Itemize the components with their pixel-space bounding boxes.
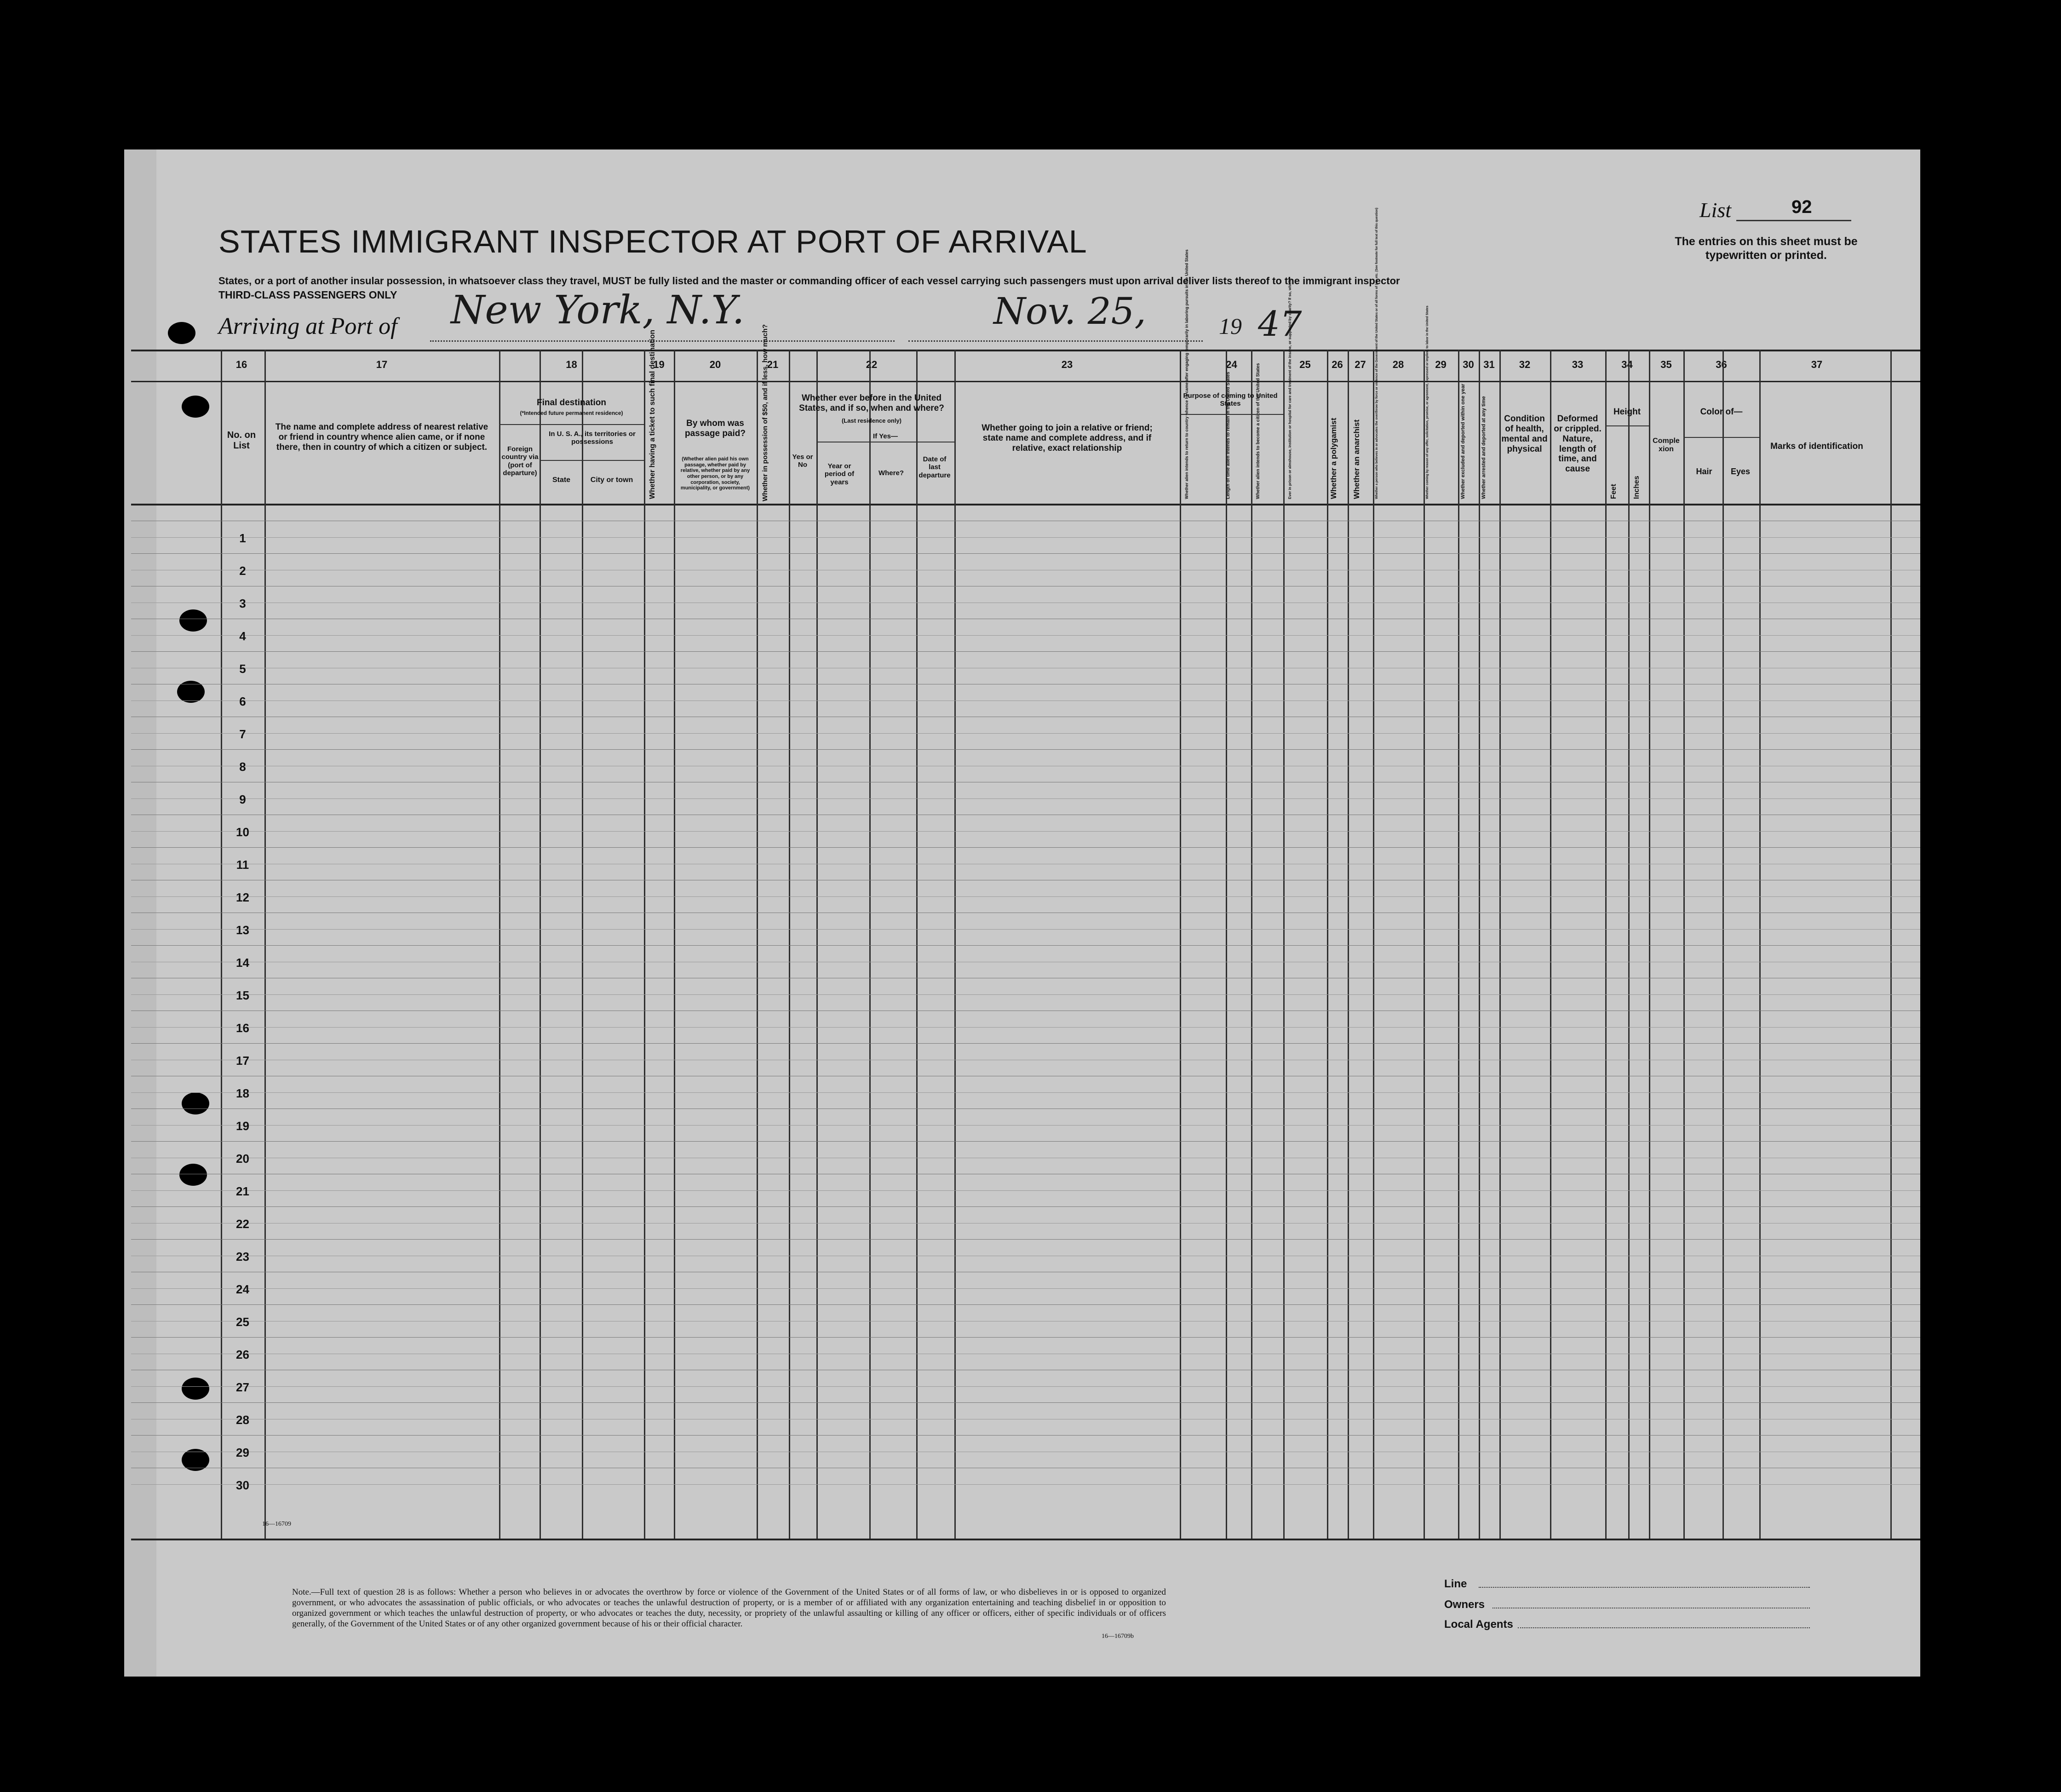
row-number: 16 — [236, 1021, 249, 1035]
row-number: 4 — [239, 629, 246, 643]
row-number: 19 — [236, 1119, 249, 1133]
hdr-ticket: Whether having a ticket to such final destination — [649, 329, 656, 499]
row-rule — [131, 1304, 1920, 1305]
footer-code: 16—16709b — [1102, 1633, 1134, 1640]
row-number: 11 — [236, 858, 249, 872]
row-rule — [131, 1435, 1920, 1436]
arrival-date: Nov. 25, — [993, 290, 1146, 333]
year-hand: 47 — [1258, 304, 1302, 344]
punch-hole — [168, 322, 195, 344]
column-rule — [1458, 350, 1459, 1539]
column-rule — [916, 350, 918, 1539]
hdr-arrested: Whether arrested and deported at any time — [1481, 396, 1487, 499]
class-note: THIRD-CLASS PASSENGERS ONLY — [218, 289, 397, 301]
row-rule — [131, 1206, 1920, 1207]
rule — [499, 424, 644, 425]
column-rule — [264, 350, 266, 1539]
row-rule — [131, 1043, 1920, 1044]
col-34-number: 34 — [1621, 359, 1633, 370]
hdr-overthrow: Whether a person who believes in or advocates the overthrow by force or violence of the Government of the United States or of all forms of law, etc. (See footnote for full text of this question) — [1375, 207, 1378, 499]
row-rule — [131, 1027, 1920, 1028]
row-number: 18 — [236, 1086, 249, 1100]
hdr-purpose-b: Length of time alien intends to remain in the United States — [1226, 372, 1231, 499]
punch-hole — [182, 1378, 209, 1400]
owners-label: Owners — [1444, 1598, 1485, 1611]
hdr-inches: Inches — [1633, 476, 1641, 499]
sheet-edge — [124, 149, 156, 1677]
row-number: 10 — [236, 825, 249, 839]
punch-hole — [179, 609, 207, 632]
year-prefix: 19 — [1219, 313, 1242, 339]
row-number: 12 — [236, 890, 249, 904]
row-rule — [131, 1125, 1920, 1126]
column-rule — [582, 350, 583, 1539]
form-title: STATES IMMIGRANT INSPECTOR AT PORT OF ARRIVAL — [218, 224, 1087, 259]
column-rule — [1327, 350, 1328, 1539]
row-number: 27 — [236, 1380, 249, 1394]
col-28-number: 28 — [1392, 359, 1404, 370]
row-rule — [131, 1141, 1920, 1142]
line-field[interactable] — [1479, 1587, 1810, 1588]
port-line — [430, 340, 895, 342]
row-rule — [131, 1402, 1920, 1403]
column-rule — [1550, 350, 1551, 1539]
row-number: 1 — [239, 531, 246, 545]
hdr-polygamist: Whether a polygamist — [1329, 418, 1338, 499]
column-rule — [789, 350, 790, 1539]
hdr-feet: Feet — [1610, 484, 1618, 499]
col-20-number: 20 — [709, 359, 721, 370]
col-32-number: 32 — [1519, 359, 1531, 370]
col-16-number: 16 — [235, 359, 247, 370]
hdr-offer: Whether coming by reason of any offer, solicitation, promise, or agreement, expressed or implied, to labor in the United States — [1426, 305, 1429, 499]
hdr-where: Where? — [878, 469, 904, 477]
row-number: 9 — [239, 793, 246, 806]
row-rule — [131, 537, 1920, 538]
hdr-city: City or town — [590, 476, 633, 484]
hdr-state: State — [552, 476, 571, 484]
rule — [1180, 414, 1283, 415]
rule — [131, 381, 1920, 382]
row-number: 7 — [239, 727, 246, 741]
col-21-number: 21 — [767, 359, 779, 370]
hdr-deformed: Deformed or crippled. Nature, length of time, and cause — [1554, 414, 1602, 474]
row-number: 28 — [236, 1413, 249, 1427]
row-rule — [131, 994, 1920, 995]
hdr-in-usa: In U. S. A., its territories or possessions — [549, 430, 636, 446]
column-rule — [1499, 350, 1501, 1539]
rule — [1683, 437, 1759, 438]
hdr-by-whom: By whom was passage paid? — [685, 419, 746, 438]
row-rule — [131, 847, 1920, 848]
row-rule — [131, 798, 1920, 799]
row-rule — [131, 945, 1920, 946]
row-number: 6 — [239, 695, 246, 708]
column-rule — [1683, 350, 1685, 1539]
col-24-number: 24 — [1226, 359, 1237, 370]
hdr-date-last: Date of last departure — [919, 455, 951, 479]
column-rule — [540, 350, 541, 1539]
row-number: 17 — [236, 1054, 249, 1068]
row-number: 2 — [239, 564, 246, 578]
row-rule — [131, 651, 1920, 652]
hdr-purpose-a: Whether alien intends to return to country whence he came after engaging temporarily in laboring pursuits in the United States — [1184, 249, 1189, 499]
entries-note: The entries on this sheet must be typewritten or printed. — [1675, 235, 1858, 262]
form-subtitle: States, or a port of another insular possession, in whatsoever class they travel, MUST be fully listed and the master or commanding officer of each vessel carrying such passengers must upon arrival deliver lists thereof to the immigrant inspector — [218, 275, 1400, 287]
col-29-number: 29 — [1435, 359, 1447, 370]
hdr-excluded: Whether excluded and deported within one year — [1460, 384, 1466, 499]
footer-note: Note.—Full text of question 28 is as follows: Whether a person who believes in or advocates the overthrow by force or violence of the Government of the United States or of all forms of law, or who disbelieves in or is opposed to organized government, or who advocates the assassination of public officials, or who advocates or teaches the unlawful destruction of property, or is a member of or affiliated with any organization entertaining and teaching disbelief in or opposition to organized government or which teaches the unlawful destruction of property, or who advocates or teaches the duty, necessity, or propriety of the unlawful assaulting or killing of any officer or officers, either of specific individuals or of officers generally, of the Government of the United States or of any other organized government because of his or their official character. — [292, 1587, 1166, 1629]
punch-hole — [182, 396, 209, 418]
row-rule — [131, 1386, 1920, 1387]
rule — [131, 350, 1920, 351]
column-rule — [1479, 350, 1480, 1539]
column-rule — [1759, 350, 1761, 1539]
column-rule — [1226, 350, 1227, 1539]
col-36-number: 36 — [1716, 359, 1727, 370]
column-rule — [869, 350, 871, 1539]
row-number: 24 — [236, 1282, 249, 1296]
hdr-complexion: Complexion — [1653, 437, 1680, 454]
col-37-number: 37 — [1811, 359, 1823, 370]
row-rule — [131, 1484, 1920, 1485]
row-rule — [131, 1239, 1920, 1240]
row-number: 3 — [239, 597, 246, 610]
line-label: Line — [1444, 1578, 1467, 1590]
row-rule — [131, 929, 1920, 930]
row-rule — [131, 831, 1920, 832]
hdr-height: Height — [1613, 407, 1641, 417]
arriving-label: Arriving at Port of — [218, 313, 397, 339]
column-rule — [1251, 350, 1252, 1539]
column-rule — [816, 350, 818, 1539]
row-rule — [131, 553, 1920, 554]
row-number: 30 — [236, 1478, 249, 1492]
column-rule — [954, 350, 956, 1539]
row-rule — [131, 1337, 1920, 1338]
rule — [131, 1539, 1920, 1540]
hdr-last-residence: (Last residence only) — [841, 417, 902, 424]
form-code: 16—16709 — [262, 1521, 291, 1528]
col-18-number: 18 — [566, 359, 577, 370]
row-number: 20 — [236, 1152, 249, 1166]
hdr-join-relative: Whether going to join a relative or friend; state name and complete address, and if relative, exact relationship — [982, 423, 1153, 453]
row-rule — [131, 1190, 1920, 1191]
rule — [1605, 425, 1649, 426]
row-rule — [131, 1288, 1920, 1289]
hdr-no-on-list: No. on List — [227, 430, 256, 451]
column-rule — [674, 350, 675, 1539]
row-number: 29 — [236, 1446, 249, 1459]
form-sheet — [124, 149, 1920, 1677]
col-35-number: 35 — [1660, 359, 1672, 370]
column-rule — [1283, 350, 1285, 1539]
column-rule — [1628, 350, 1630, 1539]
list-line — [1736, 220, 1851, 221]
column-rule — [644, 350, 645, 1539]
col-25-number: 25 — [1299, 359, 1311, 370]
col-27-number: 27 — [1355, 359, 1366, 370]
row-number: 23 — [236, 1250, 249, 1264]
hdr-if-yes: If Yes— — [873, 432, 898, 440]
punch-hole — [179, 1164, 207, 1186]
row-number: 13 — [236, 923, 249, 937]
row-rule — [131, 749, 1920, 750]
column-rule — [221, 350, 222, 1539]
column-rule — [1424, 350, 1425, 1539]
col-19-number: 19 — [653, 359, 665, 370]
hdr-yes-no: Yes or No — [792, 453, 813, 469]
column-rule — [1605, 350, 1607, 1539]
hdr-year-period: Year or period of years — [824, 462, 855, 486]
column-rule — [1348, 350, 1349, 1539]
hdr-anarchist: Whether an anarchist — [1352, 419, 1361, 499]
hdr-by-whom-note: (Whether alien paid his own passage, whether paid by relative, whether paid by any other person, or by any corporation, society, municipality, or government) — [680, 456, 750, 491]
hdr-before-us: Whether ever before in the United States, and if so, when and where? — [799, 393, 944, 413]
col-33-number: 33 — [1572, 359, 1584, 370]
hdr-condition: Condition of health, mental and physical — [1501, 414, 1548, 454]
punch-hole — [182, 1092, 209, 1114]
list-label: List — [1699, 198, 1732, 222]
rule — [131, 504, 1920, 505]
row-rule — [131, 896, 1920, 897]
col-23-number: 23 — [1061, 359, 1073, 370]
row-number: 26 — [236, 1348, 249, 1361]
column-rule — [757, 350, 758, 1539]
col-22-number: 22 — [866, 359, 878, 370]
rule — [540, 460, 644, 461]
hdr-purpose: Purpose of coming to United States — [1183, 392, 1278, 408]
hdr-final-destination: Final destination — [537, 398, 606, 408]
hdr-foreign-country: Foreign country via (port of departure) — [501, 445, 539, 477]
hdr-possession: Whether in possession of $50, and if less, how much? — [761, 324, 769, 501]
hdr-eyes: Eyes — [1730, 467, 1751, 476]
row-number: 5 — [239, 662, 246, 676]
local-agents-field[interactable] — [1518, 1627, 1810, 1628]
row-number: 22 — [236, 1217, 249, 1231]
row-number: 15 — [236, 988, 249, 1002]
row-rule — [131, 1092, 1920, 1093]
local-agents-label: Local Agents — [1444, 1618, 1513, 1631]
date-line — [908, 340, 1203, 342]
hdr-marks: Marks of identification — [1770, 442, 1863, 451]
hdr-color-of: Color of— — [1700, 407, 1743, 417]
column-rule — [499, 350, 500, 1539]
column-rule — [1890, 350, 1892, 1539]
column-rule — [1722, 350, 1724, 1539]
col-26-number: 26 — [1332, 359, 1343, 370]
column-rule — [1180, 350, 1181, 1539]
row-rule — [131, 635, 1920, 636]
arrival-port: New York, N.Y. — [451, 287, 745, 333]
col-30-number: 30 — [1463, 359, 1474, 370]
col-31-number: 31 — [1483, 359, 1495, 370]
row-number: 21 — [236, 1184, 249, 1198]
hdr-hair: Hair — [1696, 467, 1712, 476]
col-17-number: 17 — [376, 359, 388, 370]
hdr-relative: The name and complete address of nearest relative or friend in country whence alien came, or if none there, then in country of which a citizen or subject. — [275, 422, 488, 452]
column-rule — [1649, 350, 1650, 1539]
row-rule — [131, 733, 1920, 734]
list-number: 92 — [1791, 197, 1812, 217]
row-number: 25 — [236, 1315, 249, 1329]
hdr-prison: Ever in prison or almshouse, institution or hospital for care and treatment of the insane, or supported by charity? If so, which? — [1288, 277, 1292, 499]
column-rule — [1373, 350, 1374, 1539]
hdr-final-destination-note: (*Intended future permanent residence) — [520, 410, 623, 416]
hdr-purpose-c: Whether alien intends to become a citizen of the United States — [1256, 363, 1261, 499]
row-number: 14 — [236, 956, 249, 970]
row-number: 8 — [239, 760, 246, 774]
